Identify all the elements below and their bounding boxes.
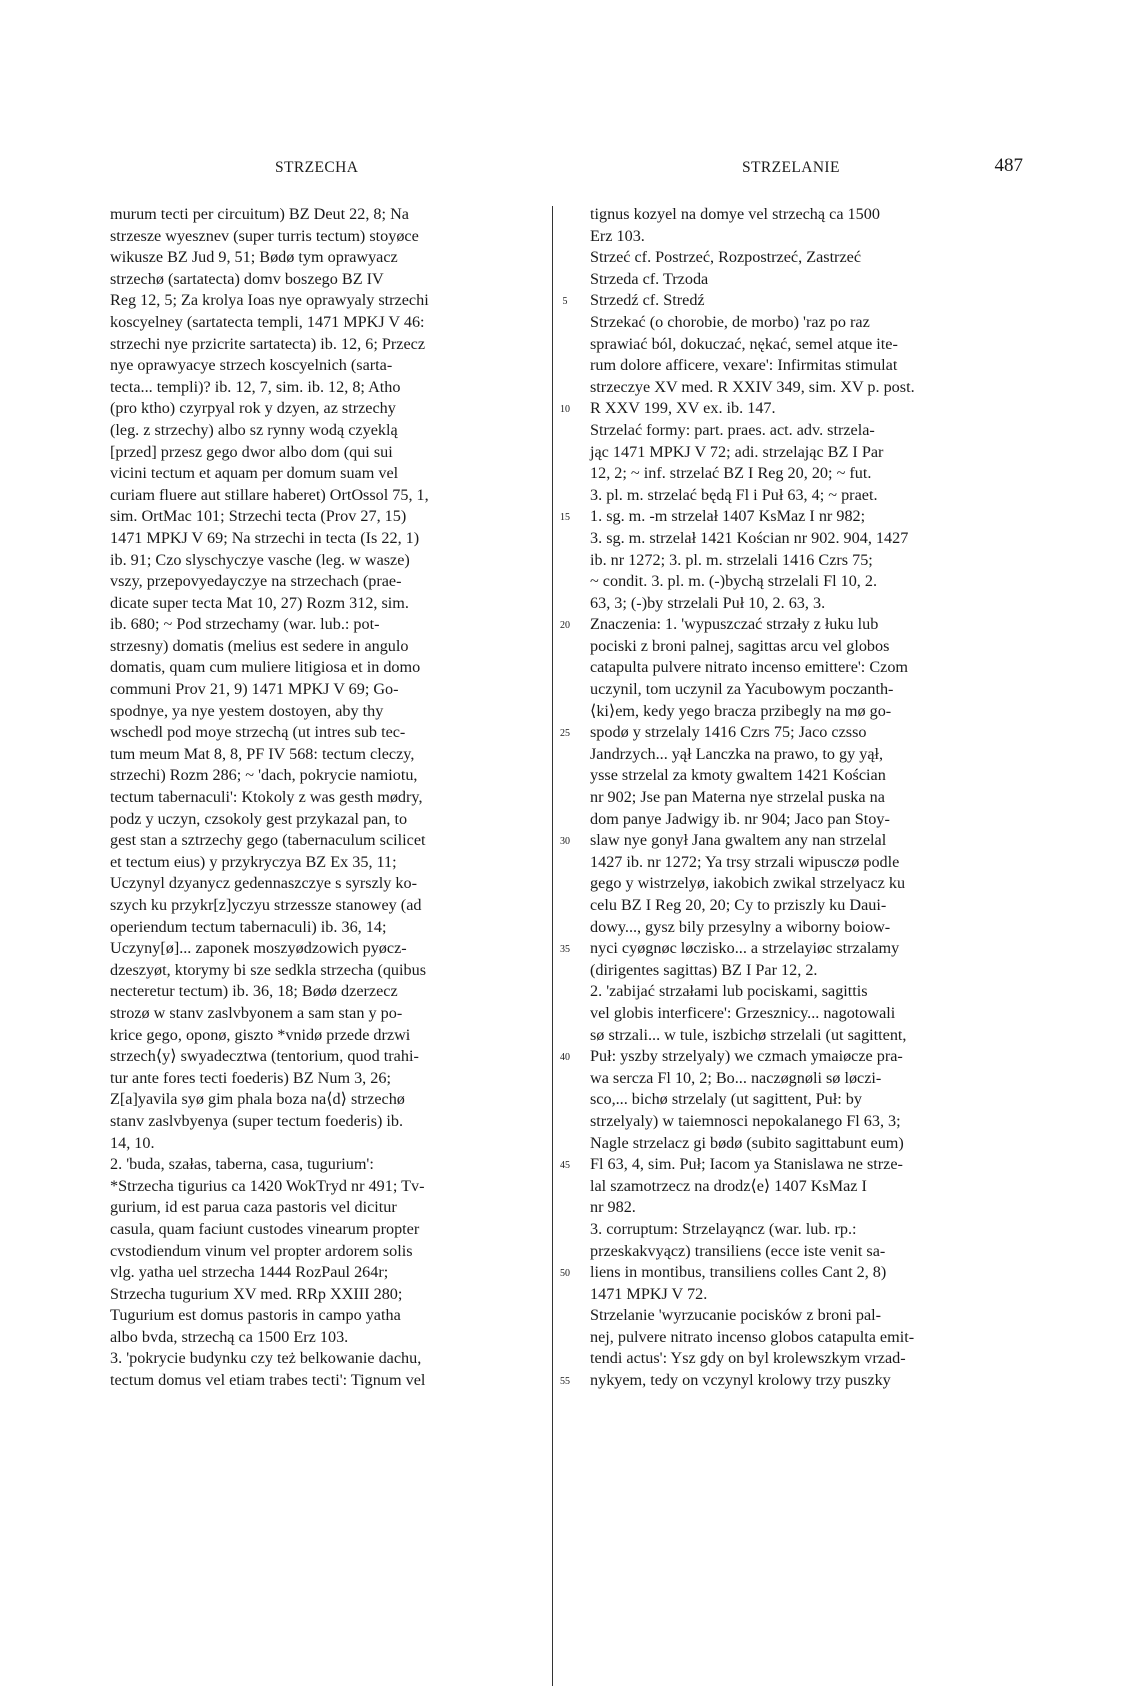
text-line: Strzedź cf. Stredź — [590, 291, 705, 310]
text-line: vszy, przepovyedayczye na strzechach (prae- — [110, 572, 402, 591]
right-column — [590, 204, 1023, 1392]
text-line: Uczynyl dzyanycz gedennaszczye s syrszly ko- — [110, 874, 417, 893]
text-line: casula, quam faciunt custodes vinearum propter — [110, 1219, 420, 1238]
text-line: strozø w stanv zaslvbyonem a sam stan y po- — [110, 1003, 403, 1022]
text-line: Z[a]yavila syø gim phala boza na⟨d⟩ strzechø — [110, 1090, 405, 1109]
text-line: gest stan a sztrzechy gego (tabernaculum scilicet — [110, 831, 426, 850]
text-line: ysse strzelal za kmoty gwaltem 1421 Kościan — [590, 766, 886, 785]
text-line: et tectum eius) y przykryczya BZ Ex 35, 11; — [110, 852, 397, 871]
text-line: [przed] przesz gego dwor albo dom (qui sui — [110, 442, 393, 461]
text-line: ⟨ki⟩em, kedy yego bracza przibegly na mø go- — [590, 701, 892, 720]
text-line: podz y uczyn, czsokoly gest przykazal pan, to — [110, 809, 408, 828]
text-line: Puł: yszby strzelyaly) we czmach ymaiøcze pra- — [590, 1047, 903, 1066]
text-line: albo bvda, strzechą ca 1500 Erz 103. — [110, 1327, 349, 1346]
line-number: 20 — [560, 620, 570, 632]
line-number: 45 — [560, 1160, 570, 1172]
text-line: tur ante fores tecti foederis) BZ Num 3, 26; — [110, 1068, 391, 1087]
text-line: R XXV 199, XV ex. ib. 147. — [590, 399, 776, 418]
text-line: tum meum Mat 8, 8, PF IV 568: tectum cleczy, — [110, 744, 415, 763]
text-line: communi Prov 21, 9) 1471 MPKJ V 69; Go- — [110, 680, 399, 699]
text-line: 1427 ib. nr 1272; Ya trsy strzali wipusczø podle — [590, 852, 900, 871]
text-line: sim. OrtMac 101; Strzechi tecta (Prov 27, 15) — [110, 507, 407, 526]
text-line: sø strzali... w tule, iszbichø strzelali (ut sagittent, — [590, 1025, 907, 1044]
text-line: krice gego, oponø, giszto *vnidø przede drzwi — [110, 1025, 411, 1044]
text-line: tignus kozyel na domye vel strzechą ca 1500 — [590, 205, 880, 223]
text-line: nej, pulvere nitrato incenso globos catapulta emit- — [590, 1327, 915, 1346]
text-line: strzech⟨y⟩ swyadecztwa (tentorium, quod trahi- — [110, 1047, 419, 1066]
text-line: sprawiać ból, dokuczać, nękać, semel atque ite- — [590, 334, 898, 353]
text-line: celu BZ I Reg 20, 20; Cy to prziszly ku Daui- — [590, 896, 887, 914]
text-line: stanv zaslvbyenya (super tectum foederis) ib. — [110, 1111, 404, 1130]
text-line: vel globis interficere': Grzesznicy... nagotowali — [590, 1003, 896, 1022]
text-line: 12, 2; ~ inf. strzelać BZ I Reg 20, 20; ~ fut. — [590, 464, 872, 483]
text-line: tendi actus': Ysz gdy on byl krolewszkym vrzad- — [590, 1349, 906, 1368]
text-line: Strzeda cf. Trzoda — [590, 269, 709, 288]
text-line: liens in montibus, transiliens colles Cant 2, 8) — [590, 1263, 887, 1282]
line-number: 25 — [560, 728, 570, 740]
text-line: strzelyaly) w taiemnosci nepokalanego Fl 63, 3; — [590, 1111, 901, 1130]
text-line: spodø y strzelaly 1416 Czrs 75; Jaco czsso — [590, 723, 867, 742]
page-number: 487 — [994, 155, 1023, 176]
text-line: tectum tabernaculi': Ktokoly z was gesth mødry, — [110, 788, 423, 807]
text-line: vicini tectum et aquam per domum suam vel — [110, 464, 399, 483]
text-line: ib. 91; Czo slyschyczye vasche (leg. w wasze) — [110, 550, 410, 569]
text-line: przeskakvyącz) transiliens (ecce iste venit sa- — [590, 1241, 886, 1260]
text-line: Strzelać formy: part. praes. act. adv. strzela- — [590, 420, 875, 439]
text-line: *Strzecha tigurius ca 1420 WokTryd nr 491; Tv- — [110, 1176, 425, 1195]
text-line: operiendum tectum tabernaculi) ib. 36, 14; — [110, 917, 387, 936]
text-line: necteretur tectum) ib. 36, 18; Bødø dzerzecz — [110, 982, 398, 1001]
text-line: ib. 680; ~ Pod strzechamy (war. lub.: pot- — [110, 615, 380, 634]
text-line: (leg. z strzechy) albo sz rynny wodą czyeklą — [110, 420, 398, 439]
text-line: curiam fluere aut stillare haberet) OrtOssol 75, 1, — [110, 485, 429, 504]
text-line: strzesze wyesznev (super turris tectum) stoyøce — [110, 226, 419, 245]
text-line: wikusze BZ Jud 9, 51; Bødø tym oprawyacz — [110, 248, 398, 267]
text-line: 1471 MPKJ V 72. — [590, 1284, 708, 1303]
text-line: nyci cyøgnøc løczisko... a strzelayiøc strzalamy — [590, 939, 900, 958]
text-line: 2. 'zabijać strzałami lub pociskami, sagittis — [590, 982, 868, 1001]
text-line: ib. nr 1272; 3. pl. m. strzelali 1416 Czrs 75; — [590, 550, 873, 569]
text-line: dowy..., gysz bily przesylny a wiborny boiow- — [590, 917, 891, 936]
line-number: 35 — [560, 944, 570, 956]
text-line: 3. corruptum: Strzelayąncz (war. lub. rp.: — [590, 1219, 857, 1238]
text-line: 63, 3; (-)by strzelali Puł 10, 2. 63, 3. — [590, 593, 826, 612]
text-line: gurium, id est parua caza pastoris vel dicitur — [110, 1198, 397, 1217]
text-line: Strzecha tugurium XV med. RRp XXIII 280; — [110, 1284, 403, 1303]
text-line: ~ condit. 3. pl. m. (-)bychą strzelali Fl 10, 2. — [590, 572, 878, 591]
text-line: Znaczenia: 1. 'wypuszczać strzały z łuku lub — [590, 615, 879, 634]
text-line: Reg 12, 5; Za krolya Ioas nye oprawyaly strzechi — [110, 291, 429, 310]
text-line: strzechi nye przicrite sartatecta) ib. 12, 6; Przecz — [110, 334, 426, 353]
text-line: 1. sg. m. -m strzelał 1407 KsMaz I nr 982; — [590, 507, 866, 526]
text-line: Erz 103. — [590, 226, 645, 245]
text-line: strzesny) domatis (melius est sedere in angulo — [110, 636, 409, 655]
text-line: nr 982. — [590, 1198, 636, 1217]
header-left-headword: STRZECHA — [275, 159, 359, 176]
text-line: szych ku przykr[z]yczyu strzessze stanowey (ad — [110, 896, 422, 914]
text-line: Jandrzych... yął Lanczka na prawo, to gy yął, — [590, 744, 884, 763]
text-line: tecta... templi)? ib. 12, 7, sim. ib. 12, 8; Atho — [110, 377, 401, 396]
text-line: gego y wistrzelyø, iakobich zwikal strzelyacz ku — [590, 874, 906, 893]
text-line: lal szamotrzecz na drodz⟨e⟩ 1407 KsMaz I — [590, 1176, 867, 1195]
text-line: vlg. yatha uel strzecha 1444 RozPaul 264r; — [110, 1263, 389, 1282]
text-line: cvstodiendum vinum vel propter ardorem solis — [110, 1241, 413, 1260]
text-line: (dirigentes sagittas) BZ I Par 12, 2. — [590, 960, 818, 979]
text-line: koscyelney (sartatecta templi, 1471 MPKJ V 46: — [110, 312, 425, 331]
text-line: 3. sg. m. strzelał 1421 Kościan nr 902. 904, 1427 — [590, 528, 909, 547]
text-line: Fl 63, 4, sim. Puł; Iacom ya Stanislawa ne strze- — [590, 1155, 903, 1174]
header-right-headword: STRZELANIE — [742, 159, 840, 176]
text-line: strzeczye XV med. R XXIV 349, sim. XV p. post. — [590, 377, 915, 396]
text-line: nykyem, tedy on vczynyl krolowy trzy puszky — [590, 1371, 891, 1390]
text-line: Uczyny[ø]... zaponek moszyødzowich pyøcz- — [110, 939, 407, 958]
text-line: spodnye, ya nye yestem dostoyen, aby thy — [110, 701, 384, 720]
line-number: 5 — [562, 296, 568, 308]
text-line: dicate super tecta Mat 10, 27) Rozm 312, sim. — [110, 593, 409, 612]
text-line: 3. 'pokrycie budynku czy też belkowanie dachu, — [110, 1349, 422, 1368]
line-number: 40 — [560, 1052, 570, 1064]
line-number: 15 — [560, 512, 570, 524]
text-line: Strzeć cf. Postrzeć, Rozpostrzeć, Zastrzeć — [590, 248, 862, 267]
text-line: 2. 'buda, szałas, taberna, casa, tugurium': — [110, 1155, 374, 1174]
text-line: Strzelanie 'wyrzucanie pocisków z broni pal- — [590, 1306, 882, 1325]
text-line: wa sercza Fl 10, 2; Bo... naczøgnøli sø løczi- — [590, 1068, 882, 1087]
text-line: strzechø (sartatecta) domv boszego BZ IV — [110, 269, 384, 288]
running-header — [110, 155, 1023, 179]
text-line: murum tecti per circuitum) BZ Deut 22, 8; Na — [110, 205, 409, 223]
text-line: jąc 1471 MPKJ V 72; adi. strzelając BZ I Par — [590, 442, 884, 461]
line-number: 50 — [560, 1268, 570, 1280]
text-line: tectum domus vel etiam trabes tecti': Tignum vel — [110, 1371, 426, 1390]
text-line: dzeszyøt, ktorymy bi sze sedkla strzecha (quibus — [110, 960, 427, 979]
text-line: pociski z broni palnej, sagittas arcu vel globos — [590, 636, 890, 655]
left-column — [110, 204, 542, 1392]
text-line: (pro ktho) czyrpyal rok y dzyen, az strzechy — [110, 399, 396, 418]
text-line: wschedl pod moye strzechą (ut intres sub tec- — [110, 723, 406, 742]
line-number: 30 — [560, 836, 570, 848]
text-line: catapulta pulvere nitrato incenso emittere': Czom — [590, 658, 909, 677]
text-line: sco,... bichø strzelaly (ut sagittent, Puł: by — [590, 1090, 862, 1109]
text-line: rum dolore afficere, vexare': Infirmitas stimulat — [590, 356, 898, 375]
text-line: strzechi) Rozm 286; ~ 'dach, pokrycie namiotu, — [110, 766, 418, 785]
line-number: 10 — [560, 404, 570, 416]
text-line: uczynil, tom uczynil za Yacubowym poczanth- — [590, 680, 894, 699]
text-line: dom panye Jadwigy ib. nr 904; Jaco pan Stoy- — [590, 809, 890, 828]
text-line: nye oprawyacye strzech koscyelnich (sarta- — [110, 356, 393, 375]
text-line: Strzekać (o chorobie, de morbo) 'raz po raz — [590, 312, 870, 331]
text-line: Nagle strzelacz gi bødø (subito sagittabunt eum) — [590, 1133, 904, 1152]
text-line: domatis, quam cum muliere litigiosa et in domo — [110, 658, 421, 677]
text-line: 3. pl. m. strzelać będą Fl i Puł 63, 4; ~ praet. — [590, 485, 878, 504]
text-line: Tugurium est domus pastoris in campo yatha — [110, 1306, 401, 1325]
text-line: 14, 10. — [110, 1133, 155, 1152]
line-number: 55 — [560, 1376, 570, 1388]
text-line: slaw nye gonył Jana gwaltem any nan strzelal — [590, 831, 887, 850]
text-line: 1471 MPKJ V 69; Na strzechi in tecta (Is 22, 1) — [110, 528, 420, 547]
text-line: nr 902; Jse pan Materna nye strzelal puska na — [590, 788, 885, 807]
